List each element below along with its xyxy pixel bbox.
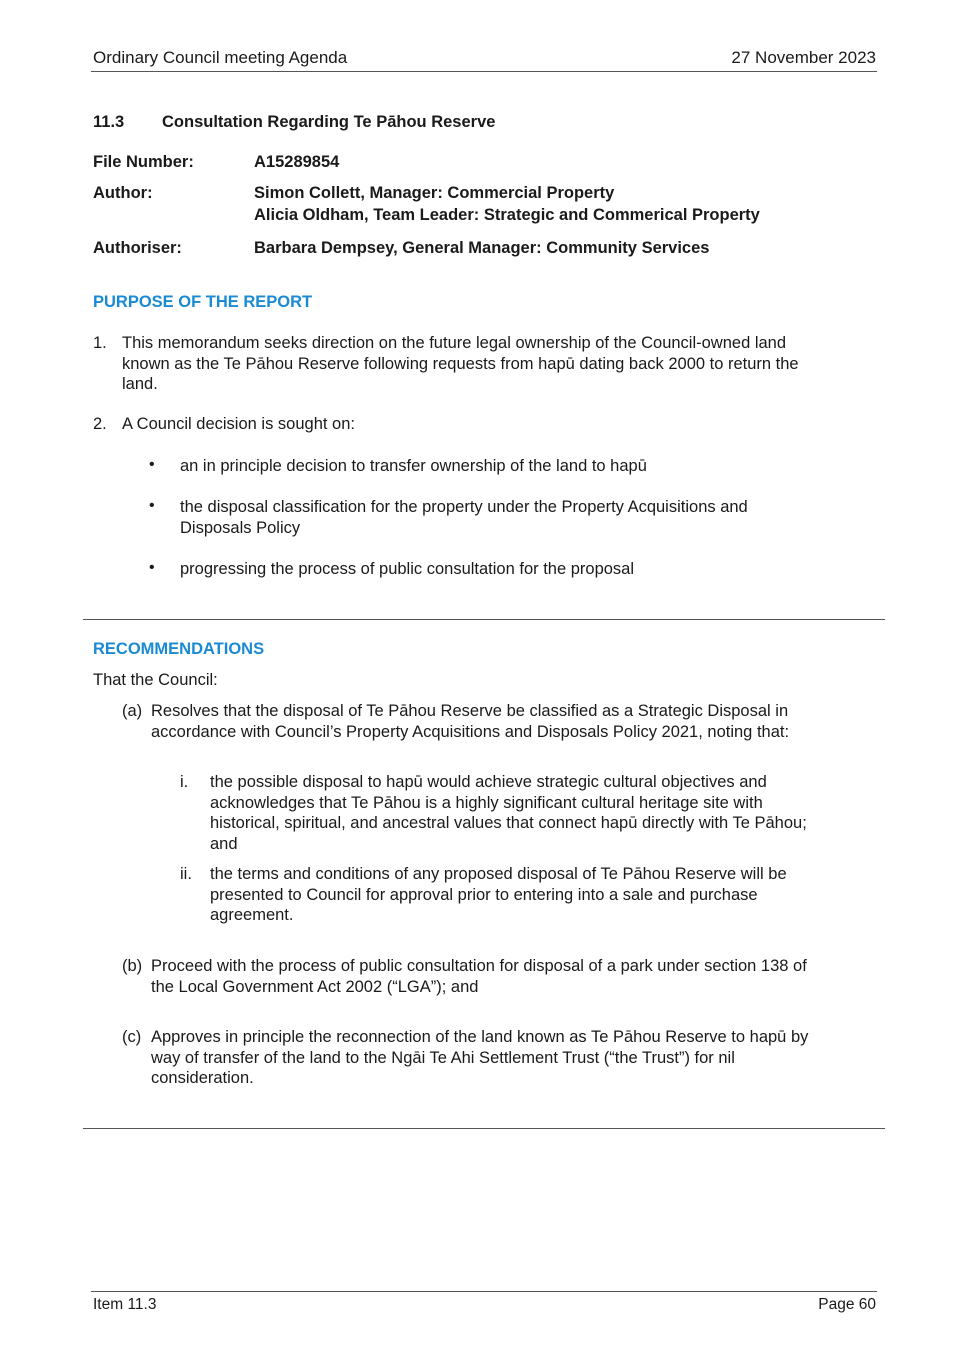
- purpose-heading: PURPOSE OF THE REPORT: [93, 293, 313, 311]
- item-number: 11.3: [93, 113, 125, 131]
- author-label: Author:: [93, 184, 153, 202]
- item-title-text: Consultation Regarding Te Pāhou Reserve: [162, 113, 496, 131]
- text-line: presented to Council for approval prior to entering into a sale and purchase: [210, 885, 758, 904]
- text-line: accordance with Council’s Property Acquisitions and Disposals Policy 2021, noting that:: [151, 722, 790, 741]
- recommendation-a-text: [151, 701, 871, 742]
- bullet-item-3: [180, 559, 860, 580]
- text-line: the Local Government Act 2002 (“LGA”); and: [151, 977, 479, 996]
- header-meeting-title: Ordinary Council meeting Agenda: [93, 48, 348, 67]
- recommendations-intro: That the Council:: [93, 671, 218, 689]
- header-date: 27 November 2023: [731, 48, 876, 67]
- file-number-label: File Number:: [93, 153, 194, 171]
- header-rule: [91, 71, 877, 72]
- purpose-item-1-text: [122, 333, 867, 395]
- recommendation-a-i-label: i.: [180, 773, 189, 791]
- text-line: the terms and conditions of any proposed disposal of Te Pāhou Reserve will be: [210, 865, 787, 883]
- text-line: land.: [122, 375, 158, 393]
- bullet-item-2: [180, 497, 860, 538]
- text-line: the disposal classification for the property under the Property Acquisitions and: [180, 498, 748, 516]
- purpose-item-2-number: 2.: [93, 415, 107, 433]
- recommendation-a-ii-label: ii.: [180, 865, 192, 883]
- text-line: consideration.: [151, 1069, 254, 1087]
- file-number-value: A15289854: [254, 153, 340, 171]
- purpose-item-1-number: 1.: [93, 334, 107, 352]
- text-line: the possible disposal to hapū would achieve strategic cultural objectives and: [210, 773, 767, 791]
- recommendation-a-i-text: [210, 772, 870, 854]
- item-title: [93, 113, 495, 132]
- purpose-item-2-text: [122, 414, 867, 435]
- recommendation-a-ii-text: [210, 864, 870, 926]
- bullet-item-1: [180, 456, 860, 477]
- text-line: way of transfer of the land to the Ngāi Te Ahi Settlement Trust (“the Trust”) for nil: [151, 1048, 735, 1067]
- authoriser-label: Authoriser:: [93, 239, 182, 257]
- recommendation-a-label: (a): [122, 702, 143, 720]
- text-line: A Council decision is sought on:: [122, 415, 355, 433]
- bullet-icon: •: [149, 497, 155, 514]
- text-line: acknowledges that Te Pāhou is a highly significant cultural heritage site with: [210, 793, 763, 812]
- author-value: [254, 182, 760, 226]
- section-divider: [83, 1128, 885, 1129]
- bullet-icon: •: [149, 559, 155, 576]
- bullet-icon: •: [149, 456, 155, 473]
- text-line: an in principle decision to transfer ownership of the land to hapū: [180, 457, 647, 475]
- footer-item-number: Item 11.3: [93, 1296, 157, 1313]
- footer-rule: [91, 1291, 877, 1292]
- text-line: and: [210, 834, 238, 853]
- text-line: Approves in principle the reconnection of the land known as Te Pāhou Reserve to hapū by: [151, 1028, 809, 1046]
- recommendations-heading: RECOMMENDATIONS: [93, 640, 265, 658]
- authoriser-value: Barbara Dempsey, General Manager: Community Services: [254, 239, 710, 257]
- text-line: Proceed with the process of public consultation for disposal of a park under section 138 of: [151, 957, 807, 975]
- text-line: This memorandum seeks direction on the future legal ownership of the Council-owned land: [122, 334, 787, 352]
- recommendation-c-label: (c): [122, 1028, 142, 1046]
- section-divider: [83, 619, 885, 620]
- text-line: known as the Te Pāhou Reserve following requests from hapū dating back 2000 to return the: [122, 354, 799, 373]
- text-line: Resolves that the disposal of Te Pāhou Reserve be classified as a Strategic Disposal in: [151, 702, 789, 720]
- author-line-1: Simon Collett, Manager: Commercial Property: [254, 184, 615, 202]
- recommendation-c-text: [151, 1027, 871, 1089]
- footer-page-number: Page 60: [818, 1296, 876, 1313]
- text-line: agreement.: [210, 906, 294, 924]
- author-line-2: Alicia Oldham, Team Leader: Strategic and Commerical Property: [254, 206, 760, 224]
- text-line: historical, spiritual, and ancestral values that connect hapū directly with Te Pāhou;: [210, 814, 807, 832]
- text-line: progressing the process of public consultation for the proposal: [180, 560, 635, 578]
- text-line: Disposals Policy: [180, 518, 301, 537]
- recommendation-b-label: (b): [122, 957, 143, 975]
- recommendation-b-text: [151, 956, 871, 997]
